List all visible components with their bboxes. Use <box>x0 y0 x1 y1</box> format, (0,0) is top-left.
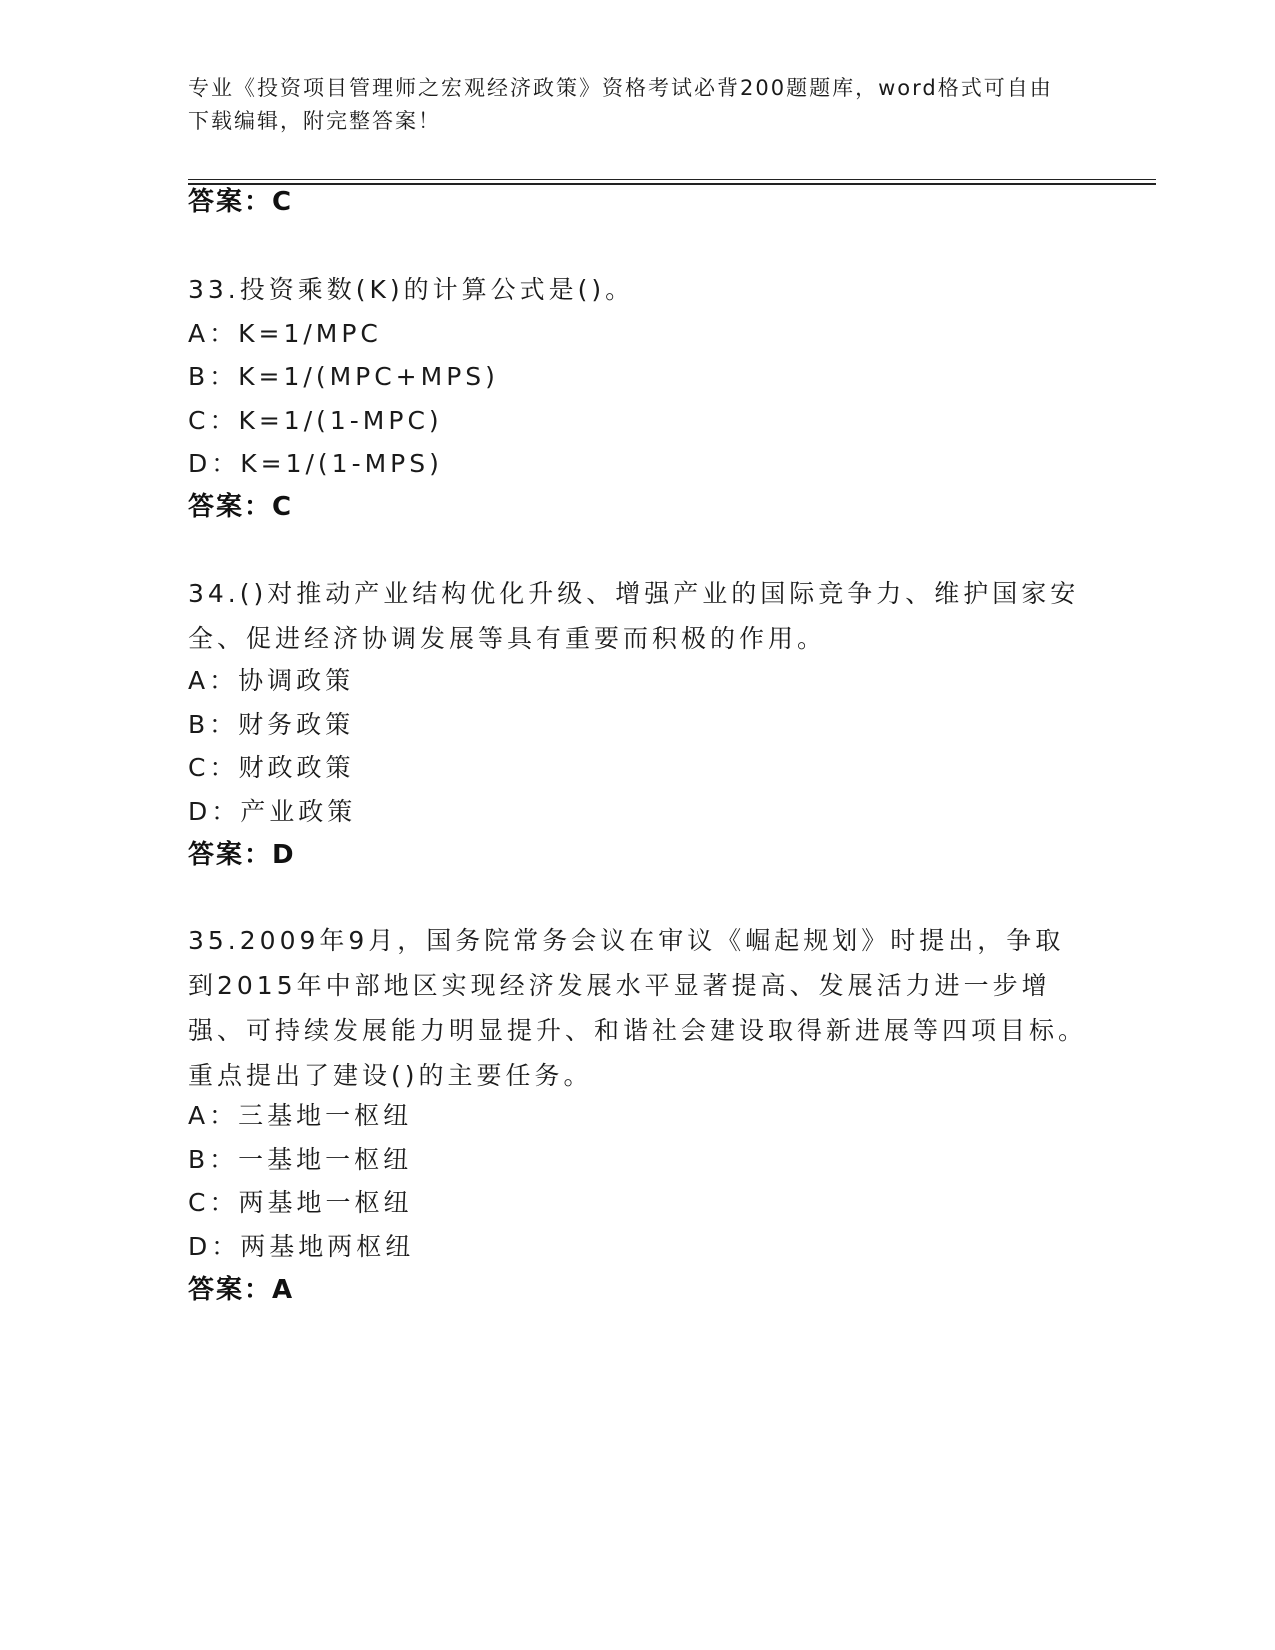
question-33-option-a: A：K=1/MPC <box>188 319 382 348</box>
question-34-stem: 34.()对推动产业结构优化升级、增强产业的国际竞争力、维护国家安全、促进经济协调发展等具有重要而积极的作用。 <box>188 579 1080 653</box>
question-34-option-a: A：协调政策 <box>188 666 355 695</box>
question-35-option-a: A：三基地一枢纽 <box>188 1101 413 1130</box>
question-34-option-b: B：财务政策 <box>188 710 355 739</box>
question-33-stem: 33.投资乘数(K)的计算公式是()。 <box>188 275 635 304</box>
answer-value: C <box>272 492 293 522</box>
question-33-option-b: B：K=1/(MPC+MPS) <box>188 362 499 391</box>
question-35-option-d: D：两基地两枢纽 <box>188 1232 415 1261</box>
question-34-answer <box>188 839 295 871</box>
document-header: 专业《投资项目管理师之宏观经济政策》资格考试必背200题题库，word格式可自由下载编辑，附完整答案！ <box>188 76 1053 133</box>
header-divider-thin <box>188 179 1156 180</box>
question-34-option-c: C：财政政策 <box>188 753 355 782</box>
question-33-option-c: C：K=1/(1-MPC) <box>188 406 443 435</box>
answer-label: 答案： <box>188 840 273 870</box>
answer-label: 答案： <box>188 1275 273 1305</box>
question-33-option-d: D：K=1/(1-MPS) <box>188 449 443 478</box>
answer-value: D <box>272 840 295 870</box>
question-35-option-c: C：两基地一枢纽 <box>188 1188 413 1217</box>
question-33-answer <box>188 491 292 523</box>
answer-value: C <box>272 187 293 217</box>
answer-label: 答案： <box>188 187 273 217</box>
question-35-answer <box>188 1274 293 1306</box>
question-35-stem: 35.2009年9月，国务院常务会议在审议《崛起规划》时提出，争取到2015年中部地区实现经济发展水平显著提高、发展活力进一步增强、可持续发展能力明显提升、和谐社会建设取得新进展等四项目标。重点提出了建设()的主要任务。 <box>188 926 1088 1090</box>
question-35-option-b: B：一基地一枢纽 <box>188 1145 413 1174</box>
header-divider-thick <box>188 183 1156 185</box>
answer-label: 答案： <box>188 492 273 522</box>
answer-value: A <box>272 1275 294 1305</box>
previous-answer <box>188 186 292 218</box>
question-34-option-d: D：产业政策 <box>188 797 357 826</box>
